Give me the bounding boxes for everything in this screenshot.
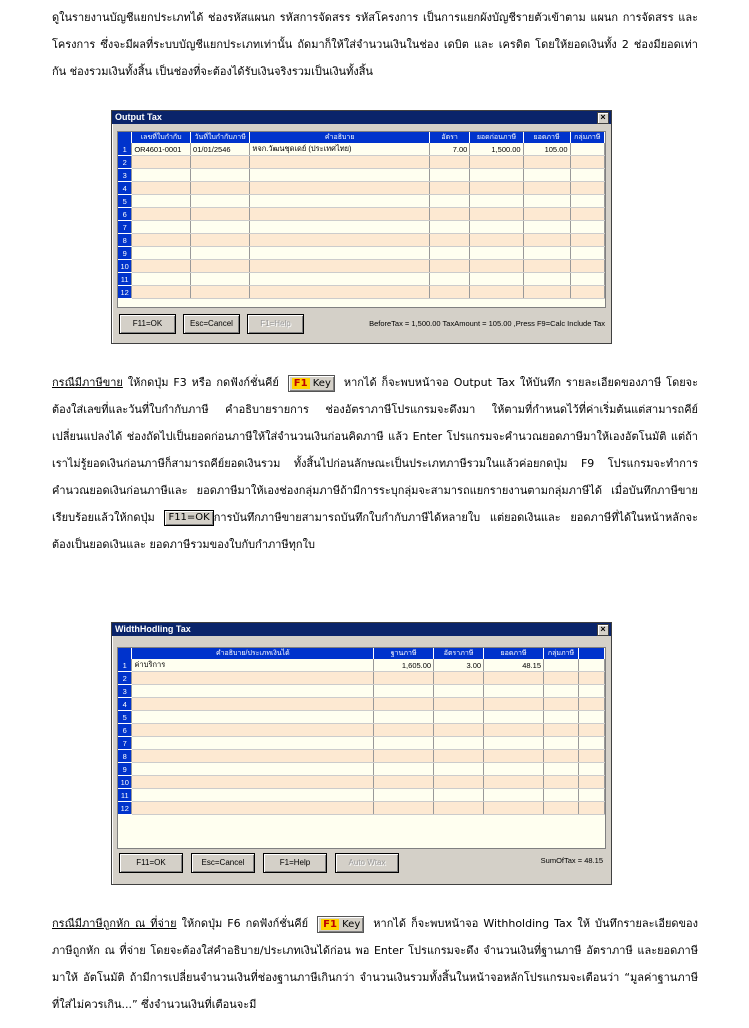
table-cell[interactable] xyxy=(191,247,250,260)
withholding-text-b: หากได้ ก็จะพบหน้าจอ Withholding Tax ให้ บันทึกรายละเอียดของภาษีถูกหัก ณ ที่จ่าย โดยจะต้องใส่คำอธิบาย/ประเภทเงินได้ก่อน พอ Enter โปรแกรมจะดึง จำนวนเงินที่ฐานภาษี อัตราภาษี และยอดภาษีมาให้ อัตโนมัติ ถ้ามีการเปลี่ยนจำนวนเงินที่ช่องฐานภาษีเกินกว่า จำนวนเงินรวมทั้งสิ้นในหน้าจอหลักโปรแกรมจะเตือนว่า “มูลค่าฐานภาษีที่ใส่ไม่ควรเกิน...” ซึ่งจำนวนเงินที่เตือนจะมี xyxy=(52,917,699,1011)
table-cell[interactable] xyxy=(544,659,579,672)
table-cell[interactable] xyxy=(191,234,250,247)
table-cell[interactable] xyxy=(484,711,544,724)
close-icon[interactable]: × xyxy=(597,624,609,636)
table-cell[interactable] xyxy=(470,286,523,299)
table-cell[interactable] xyxy=(470,273,523,286)
table-row[interactable] xyxy=(118,286,605,299)
table-cell[interactable] xyxy=(132,195,191,208)
table-cell[interactable] xyxy=(191,182,250,195)
table-row[interactable] xyxy=(118,776,605,789)
table-cell[interactable] xyxy=(250,169,430,182)
row-number: 2 xyxy=(118,672,132,685)
row-number: 10 xyxy=(118,260,132,273)
table-cell[interactable] xyxy=(470,247,523,260)
row-number: 12 xyxy=(118,802,132,815)
table-row[interactable] xyxy=(118,737,605,750)
row-number: 9 xyxy=(118,763,132,776)
table-cell[interactable] xyxy=(250,234,430,247)
table-cell[interactable] xyxy=(570,273,604,286)
table-row[interactable] xyxy=(118,711,605,724)
table-cell[interactable]: 7.00 xyxy=(429,143,469,156)
table-cell[interactable] xyxy=(523,195,570,208)
table-cell[interactable] xyxy=(484,802,544,815)
row-number: 2 xyxy=(118,156,132,169)
table-cell[interactable] xyxy=(132,802,374,815)
table-cell[interactable] xyxy=(191,260,250,273)
table-cell[interactable] xyxy=(250,286,430,299)
table-cell[interactable] xyxy=(429,195,469,208)
withholding-paragraph xyxy=(52,910,698,1018)
table-cell[interactable] xyxy=(570,182,604,195)
table-cell[interactable] xyxy=(191,286,250,299)
table-cell[interactable] xyxy=(470,169,523,182)
table-cell[interactable] xyxy=(374,737,434,750)
table-cell[interactable] xyxy=(429,208,469,221)
table-cell[interactable] xyxy=(484,763,544,776)
withholding-tax-titlebar xyxy=(112,623,611,636)
output-tax-table xyxy=(118,132,605,299)
table-cell[interactable] xyxy=(570,234,604,247)
table-cell[interactable] xyxy=(374,724,434,737)
table-cell[interactable] xyxy=(544,789,579,802)
column-header[interactable]: ฐานภาษี xyxy=(374,648,434,659)
table-row[interactable] xyxy=(118,260,605,273)
table-cell[interactable] xyxy=(132,260,191,273)
sales-tax-text-a: ให้กดปุ่ม F3 หรือ กดฟังก์ชั่นคีย์ xyxy=(127,376,279,389)
table-row[interactable] xyxy=(118,143,605,156)
table-cell[interactable] xyxy=(132,763,374,776)
close-icon[interactable]: × xyxy=(597,112,609,124)
row-number: 6 xyxy=(118,208,132,221)
table-cell[interactable] xyxy=(544,776,579,789)
table-cell[interactable] xyxy=(570,247,604,260)
table-cell[interactable] xyxy=(470,195,523,208)
row-number: 11 xyxy=(118,789,132,802)
table-cell[interactable] xyxy=(544,672,579,685)
output-tax-grid xyxy=(117,131,606,308)
table-cell[interactable] xyxy=(132,208,191,221)
f1-key-icon: F1 Key xyxy=(317,916,364,933)
table-cell[interactable] xyxy=(429,260,469,273)
table-cell[interactable]: ค่าบริการ xyxy=(132,659,374,672)
column-header[interactable]: ยอดภาษี xyxy=(484,648,544,659)
table-row[interactable] xyxy=(118,169,605,182)
withholding-tax-status: SumOfTax = 48.15 xyxy=(540,856,603,865)
output-tax-dialog xyxy=(111,110,612,344)
row-number: 8 xyxy=(118,234,132,247)
table-row[interactable] xyxy=(118,208,605,221)
table-cell[interactable]: 3.00 xyxy=(434,659,484,672)
table-cell[interactable] xyxy=(523,273,570,286)
table-cell[interactable] xyxy=(470,182,523,195)
row-number: 8 xyxy=(118,750,132,763)
table-cell[interactable] xyxy=(132,156,191,169)
table-cell[interactable] xyxy=(523,260,570,273)
table-row[interactable] xyxy=(118,763,605,776)
table-row[interactable] xyxy=(118,156,605,169)
help-button[interactable]: F1=Help xyxy=(247,314,304,334)
table-cell[interactable] xyxy=(570,169,604,182)
table-cell[interactable] xyxy=(374,789,434,802)
table-cell[interactable] xyxy=(429,169,469,182)
table-cell[interactable] xyxy=(484,685,544,698)
table-cell[interactable] xyxy=(523,221,570,234)
table-row[interactable] xyxy=(118,234,605,247)
table-cell[interactable] xyxy=(484,750,544,763)
table-cell[interactable] xyxy=(132,776,374,789)
table-cell[interactable] xyxy=(132,169,191,182)
column-header[interactable]: ยอดภาษี xyxy=(523,132,570,143)
table-cell[interactable] xyxy=(523,208,570,221)
auto-wtax-button[interactable]: Auto Wtax xyxy=(335,853,399,873)
f11-ok-key-icon: F11=OK xyxy=(164,510,213,526)
table-cell[interactable] xyxy=(434,763,484,776)
withholding-tax-grid xyxy=(117,647,606,849)
table-row[interactable] xyxy=(118,195,605,208)
row-number: 4 xyxy=(118,182,132,195)
table-cell[interactable] xyxy=(570,286,604,299)
table-cell[interactable] xyxy=(523,156,570,169)
table-row[interactable] xyxy=(118,802,605,815)
table-cell[interactable] xyxy=(470,221,523,234)
table-cell[interactable] xyxy=(484,698,544,711)
table-cell[interactable] xyxy=(429,221,469,234)
table-cell[interactable] xyxy=(250,195,430,208)
table-cell[interactable] xyxy=(374,776,434,789)
table-cell[interactable] xyxy=(132,221,191,234)
table-cell[interactable] xyxy=(434,672,484,685)
table-cell[interactable] xyxy=(191,208,250,221)
sales-tax-text-b: หากได้ ก็จะพบหน้าจอ Output Tax ให้บันทึก รายละเอียดของภาษี โดยจะต้องใส่เลขที่และวันที่ใบกำกับภาษี คำอธิบายรายการ ช่องอัตราภาษีโปรแกรมจะดึงมา ให้ตามที่กำหนดไว้ที่ค่าเริ่มต้นแต่สามารถคีย์เปลี่ยนแปลงได้ ช่องถัดไปเป็นยอดก่อนภาษีให้ใส่จำนวนเงินก่อนคิดภาษี แล้ว Enter โปรแกรมจะคำนวณยอดภาษีมาให้เองอัตโนมัติ แต่ถ้าเราไม่รู้ยอดเงินก่อนภาษีก็สามารถคีย์ยอดเงินรวม ทั้งสิ้นไปก่อนลักษณะเป็นประเภทภาษีรวมในแล้วค่อยกดปุ่ม F9 โปรแกรมจะทำการคำนวณยอดเงินก่อนภาษีและ ยอดภาษีมาให้เองช่องกลุ่มภาษีถ้ามีการระบุกลุ่มจะสามารถแยกรายงานตามกลุ่มภาษีได้ เมื่อบันทึกภาษีขาย เรียบร้อยแล้วให้กดปุ่ม xyxy=(52,376,699,524)
ok-button[interactable]: F11=OK xyxy=(119,853,183,873)
table-cell[interactable] xyxy=(132,234,191,247)
table-cell[interactable] xyxy=(570,195,604,208)
table-cell[interactable] xyxy=(250,208,430,221)
column-header[interactable]: อัตราภาษี xyxy=(434,648,484,659)
f1-key-icon: F1 Key xyxy=(288,375,335,392)
table-cell[interactable] xyxy=(523,234,570,247)
output-tax-paragraph xyxy=(52,369,698,558)
column-header[interactable]: เลขที่ใบกำกับ xyxy=(132,132,191,143)
table-cell[interactable] xyxy=(429,156,469,169)
table-row[interactable] xyxy=(118,685,605,698)
table-row[interactable] xyxy=(118,789,605,802)
table-cell[interactable]: 48.15 xyxy=(484,659,544,672)
table-cell[interactable] xyxy=(434,750,484,763)
table-cell[interactable] xyxy=(374,711,434,724)
table-cell[interactable] xyxy=(570,260,604,273)
output-tax-title: Output Tax xyxy=(115,112,162,122)
withholding-tax-title: WidthHodling Tax xyxy=(115,624,191,634)
table-cell[interactable] xyxy=(374,672,434,685)
column-header[interactable]: อัตรา xyxy=(429,132,469,143)
table-cell[interactable] xyxy=(434,724,484,737)
table-cell[interactable] xyxy=(470,156,523,169)
table-cell[interactable] xyxy=(250,182,430,195)
withholding-heading: กรณีมีภาษีถูกหัก ณ ที่จ่าย xyxy=(52,917,177,930)
table-cell[interactable] xyxy=(191,169,250,182)
table-row[interactable] xyxy=(118,698,605,711)
table-cell[interactable] xyxy=(570,143,604,156)
table-cell[interactable]: 01/01/2546 xyxy=(191,143,250,156)
table-cell[interactable] xyxy=(429,273,469,286)
table-row[interactable] xyxy=(118,724,605,737)
table-cell[interactable] xyxy=(132,737,374,750)
table-cell[interactable] xyxy=(132,750,374,763)
table-cell[interactable]: 105.00 xyxy=(523,143,570,156)
ok-button[interactable]: F11=OK xyxy=(119,314,176,334)
table-cell[interactable] xyxy=(523,169,570,182)
table-cell[interactable] xyxy=(429,234,469,247)
table-cell[interactable] xyxy=(132,789,374,802)
table-cell[interactable] xyxy=(470,208,523,221)
table-cell[interactable] xyxy=(434,685,484,698)
table-cell[interactable] xyxy=(434,776,484,789)
cancel-button[interactable]: Esc=Cancel xyxy=(191,853,255,873)
table-row[interactable] xyxy=(118,750,605,763)
table-cell[interactable] xyxy=(374,802,434,815)
table-cell[interactable] xyxy=(250,247,430,260)
column-header[interactable]: กลุ่มภาษี xyxy=(544,648,579,659)
row-number: 1 xyxy=(118,143,132,156)
table-row[interactable] xyxy=(118,182,605,195)
row-number: 7 xyxy=(118,221,132,234)
table-cell[interactable] xyxy=(544,802,579,815)
sales-tax-text-c: การบันทึกภาษีขายสามารถบันทึกใบกำกับภาษีได้หลายใบ แต่ยอดเงินและ ยอดภาษีที่ได้ในหน้าหลักจะต้องเป็นยอดเงินและ ยอดภาษีรวมของใบกับกำภาษีทุกใบ xyxy=(52,511,699,551)
table-cell[interactable] xyxy=(374,763,434,776)
table-cell[interactable] xyxy=(570,208,604,221)
table-cell[interactable] xyxy=(374,698,434,711)
column-header[interactable]: คำอธิบาย/ประเภทเงินได้ xyxy=(132,648,374,659)
table-cell[interactable] xyxy=(434,802,484,815)
table-cell[interactable] xyxy=(132,286,191,299)
row-number: 12 xyxy=(118,286,132,299)
row-number: 4 xyxy=(118,698,132,711)
table-cell[interactable] xyxy=(132,698,374,711)
table-cell[interactable] xyxy=(570,156,604,169)
row-number: 6 xyxy=(118,724,132,737)
table-cell[interactable] xyxy=(132,724,374,737)
table-cell[interactable] xyxy=(429,182,469,195)
table-row[interactable] xyxy=(118,672,605,685)
table-cell[interactable] xyxy=(132,273,191,286)
withholding-tax-dialog xyxy=(111,622,612,885)
table-cell[interactable] xyxy=(544,750,579,763)
table-cell[interactable] xyxy=(523,286,570,299)
column-header[interactable]: คำอธิบาย xyxy=(250,132,430,143)
withholding-tax-table xyxy=(118,648,605,815)
intro-paragraph: ดูในรายงานบัญชีแยกประเภทได้ ช่องรหัสแผนก รหัสการจัดสรร รหัสโครงการ เป็นการแยกผังบัญชีรายตัวเข้าตาม แผนก การจัดสรร และโครงการ ซึ่งจะมีผลที่ระบบบัญชีแยกประเภทเท่านั้น ถัดมาก็ให้ใส่จำนวนเงินในช่อง เดบิต และ เครดิต โดยให้ยอดเงินทั้ง 2 ช่องมียอดเท่ากัน ช่องรวมเงินทั้งสิ้น เป็นช่องที่จะต้องได้รับเงินจริงรวมเป็นเงินทั้งสิ้น xyxy=(52,11,698,78)
table-cell[interactable]: OR4601-0001 xyxy=(132,143,191,156)
column-header[interactable]: วันที่ใบกำกับภาษี xyxy=(191,132,250,143)
row-number-header xyxy=(118,648,132,659)
table-row[interactable] xyxy=(118,221,605,234)
table-cell[interactable] xyxy=(250,221,430,234)
table-cell[interactable] xyxy=(132,711,374,724)
table-cell[interactable] xyxy=(191,195,250,208)
table-cell[interactable] xyxy=(374,685,434,698)
output-tax-titlebar xyxy=(112,111,611,124)
table-cell[interactable]: 1,500.00 xyxy=(470,143,523,156)
table-row[interactable] xyxy=(118,659,605,672)
table-cell[interactable] xyxy=(544,698,579,711)
table-cell[interactable] xyxy=(132,685,374,698)
table-cell[interactable] xyxy=(544,763,579,776)
table-cell[interactable] xyxy=(191,273,250,286)
table-cell[interactable] xyxy=(250,260,430,273)
table-cell[interactable] xyxy=(191,221,250,234)
row-number-header xyxy=(118,132,132,143)
table-cell[interactable] xyxy=(544,685,579,698)
table-cell[interactable]: 1,605.00 xyxy=(374,659,434,672)
table-cell[interactable] xyxy=(570,221,604,234)
table-cell[interactable] xyxy=(544,724,579,737)
table-cell[interactable] xyxy=(429,286,469,299)
row-number: 11 xyxy=(118,273,132,286)
table-cell[interactable] xyxy=(429,247,469,260)
table-cell[interactable] xyxy=(484,737,544,750)
sales-tax-heading: กรณีมีภาษีขาย xyxy=(52,376,123,389)
column-header[interactable]: กลุ่มภาษี xyxy=(570,132,604,143)
table-cell[interactable] xyxy=(470,260,523,273)
row-number: 3 xyxy=(118,169,132,182)
row-number: 9 xyxy=(118,247,132,260)
table-cell[interactable] xyxy=(544,737,579,750)
row-number: 1 xyxy=(118,659,132,672)
table-cell[interactable] xyxy=(434,711,484,724)
withholding-text-a: ให้กดปุ่ม F6 กดฟังก์ชั่นคีย์ xyxy=(181,917,309,930)
table-cell[interactable] xyxy=(191,156,250,169)
table-row[interactable] xyxy=(118,273,605,286)
table-cell[interactable] xyxy=(434,737,484,750)
table-cell[interactable] xyxy=(434,698,484,711)
table-row[interactable] xyxy=(118,247,605,260)
table-cell[interactable]: หจก.วัฒนชุดเดย์ (ประเทศไทย) xyxy=(250,143,430,156)
table-cell[interactable] xyxy=(132,672,374,685)
table-cell[interactable] xyxy=(434,789,484,802)
output-tax-status: BeforeTax = 1,500.00 TaxAmount = 105.00 ,Press F9=Calc Include Tax xyxy=(369,319,605,328)
table-cell[interactable] xyxy=(523,247,570,260)
table-cell[interactable] xyxy=(250,156,430,169)
table-cell[interactable] xyxy=(132,247,191,260)
cancel-button[interactable]: Esc=Cancel xyxy=(183,314,240,334)
table-cell[interactable] xyxy=(132,182,191,195)
table-cell[interactable] xyxy=(544,711,579,724)
column-header[interactable]: ยอดก่อนภาษี xyxy=(470,132,523,143)
table-cell[interactable] xyxy=(484,776,544,789)
row-number: 3 xyxy=(118,685,132,698)
row-number: 7 xyxy=(118,737,132,750)
row-number: 5 xyxy=(118,195,132,208)
table-cell[interactable] xyxy=(484,789,544,802)
table-cell[interactable] xyxy=(484,724,544,737)
row-number: 5 xyxy=(118,711,132,724)
help-button[interactable]: F1=Help xyxy=(263,853,327,873)
table-cell[interactable] xyxy=(374,750,434,763)
table-cell[interactable] xyxy=(484,672,544,685)
table-cell[interactable] xyxy=(523,182,570,195)
row-number: 10 xyxy=(118,776,132,789)
table-cell[interactable] xyxy=(470,234,523,247)
table-cell[interactable] xyxy=(250,273,430,286)
